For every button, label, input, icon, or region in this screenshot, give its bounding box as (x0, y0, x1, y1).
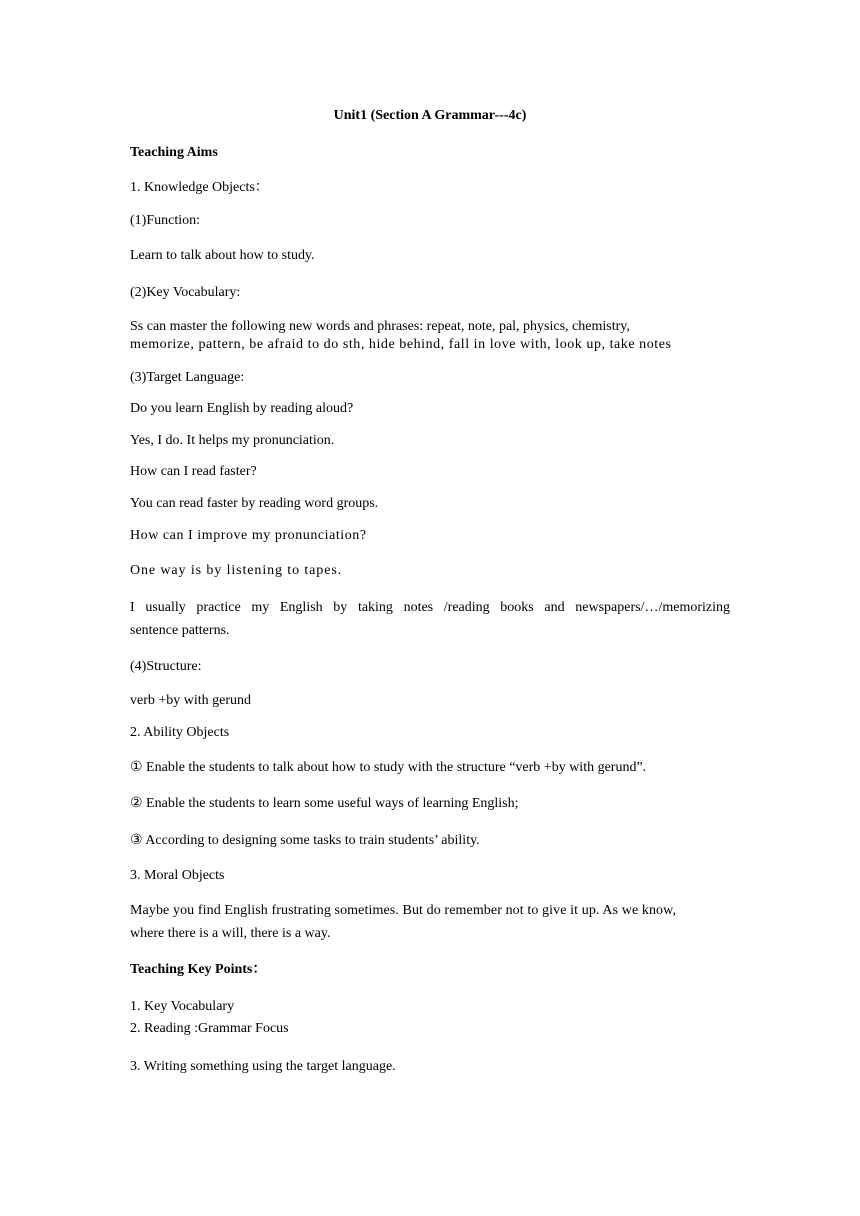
target-language-line: You can read faster by reading word groups. (130, 496, 379, 511)
moral-line-2: where there is a will, there is a way. (130, 926, 331, 941)
teaching-aims-heading: Teaching Aims (130, 145, 218, 160)
target-language-line: How can I read faster? (130, 464, 257, 479)
practice-word: English (279, 600, 323, 615)
practice-word: books (500, 600, 534, 615)
key-vocabulary-line-2: memorize, pattern, be afraid to do sth, hide behind, fall in love with, look up, take notes (130, 337, 672, 352)
practice-line-2: sentence patterns. (130, 623, 230, 638)
key-point-item: 1. Key Vocabulary (130, 999, 235, 1014)
knowledge-objects-label: 1. Knowledge Objects： (130, 180, 269, 195)
target-language-line: How can I improve my pronunciation? (130, 528, 367, 543)
target-language-line: Do you learn English by reading aloud? (130, 401, 354, 416)
key-vocabulary-line-1: Ss can master the following new words and phrases: repeat, note, pal, physics, chemistry, (130, 319, 630, 334)
target-language-line: One way is by listening to tapes. (130, 563, 343, 578)
practice-word: by (333, 600, 348, 615)
practice-line-1 (130, 601, 730, 617)
ability-item: ② Enable the students to learn some useful ways of learning English; (130, 796, 519, 811)
page-title: Unit1 (Section A Grammar---4c) (333, 108, 527, 123)
practice-word: I (130, 600, 135, 615)
moral-line-1: Maybe you find English frustrating sometimes. But do remember not to give it up. As we know, (130, 903, 677, 918)
function-text: Learn to talk about how to study. (130, 248, 315, 263)
practice-word: and (544, 600, 565, 615)
ability-item: ① Enable the students to talk about how to study with the structure “verb +by with gerund”. (130, 760, 647, 775)
structure-text: verb +by with gerund (130, 693, 252, 708)
structure-label: (4)Structure: (130, 659, 202, 674)
target-language-label: (3)Target Language: (130, 370, 245, 385)
function-label: (1)Function: (130, 213, 200, 228)
practice-word: notes (403, 600, 434, 615)
practice-word: newspapers/…/memorizing (575, 600, 730, 615)
practice-word: my (251, 600, 270, 615)
key-point-item: 3. Writing something using the target language. (130, 1059, 396, 1074)
practice-paragraph (130, 601, 730, 617)
key-point-item: 2. Reading :Grammar Focus (130, 1021, 289, 1036)
key-vocabulary-label: (2)Key Vocabulary: (130, 285, 241, 300)
practice-word: /reading (443, 600, 490, 615)
key-points-heading: Teaching Key Points： (130, 962, 267, 977)
practice-word: taking (357, 600, 393, 615)
practice-word: practice (196, 600, 241, 615)
moral-objects-label: 3. Moral Objects (130, 868, 225, 883)
ability-objects-label: 2. Ability Objects (130, 725, 230, 740)
ability-item: ③ According to designing some tasks to train students’ ability. (130, 833, 480, 848)
target-language-line: Yes, I do. It helps my pronunciation. (130, 433, 335, 448)
practice-word: usually (145, 600, 186, 615)
